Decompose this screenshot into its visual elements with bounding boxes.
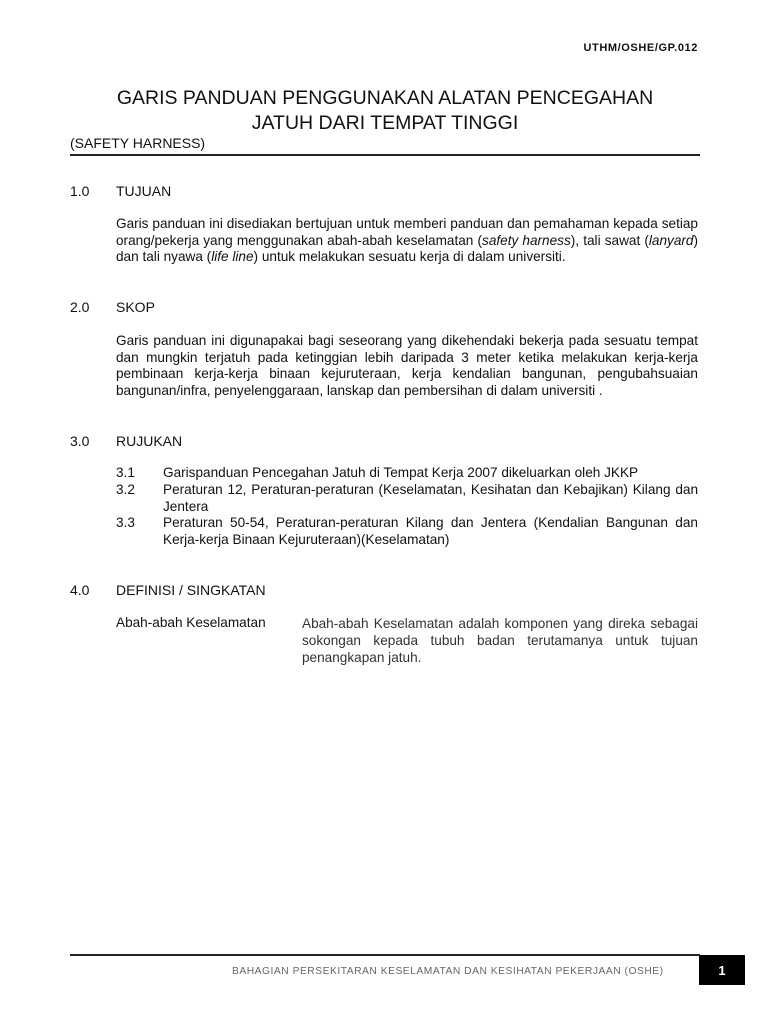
reference-number: 3.3 <box>116 515 135 530</box>
document-code: UTHM/OSHE/GP.012 <box>583 42 698 54</box>
page-number-badge: 1 <box>699 955 745 985</box>
definition-description: Abah-abah Keselamatan adalah komponen yang direka sebagai sokongan kepada tubuh badan terutamanya untuk tujuan penangkapan jatuh. <box>302 616 698 665</box>
term-life-line: life line <box>211 249 254 264</box>
section-1-paragraph <box>116 216 698 266</box>
paragraph-text: Garis panduan ini disediakan bertujuan untuk memberi panduan dan pemahaman kepada setiap orang/pekerja yang menggunakan abah-abah keselamatan ( <box>116 216 698 248</box>
section-2-paragraph: Garis panduan ini digunapakai bagi seseorang yang dikehendaki bekerja pada sesuatu tempat dan mungkin terjatuh pada ketinggian lebih daripada 3 meter ketika melakukan kerja-kerja pembinaan kerja-kerja binaan kejuruteraan, kerja kendalian bangunan, pengubahsuaian bangunan/infra, penyelenggaraan, lanskap dan pembersihan di dalam universiti . <box>116 333 698 398</box>
title-line-2: JATUH DARI TEMPAT TINGGI <box>251 112 519 134</box>
footer-department: BAHAGIAN PERSEKITARAN KESELAMATAN DAN KESIHATAN PEKERJAAN (OSHE) <box>232 966 664 977</box>
reference-number: 3.2 <box>116 482 135 497</box>
reference-item <box>116 515 698 548</box>
reference-item <box>116 465 698 482</box>
reference-item <box>116 482 698 515</box>
footer-divider <box>70 954 700 956</box>
section-number: 2.0 <box>70 299 90 315</box>
section-number: 3.0 <box>70 433 90 449</box>
section-number: 4.0 <box>70 582 90 598</box>
reference-number: 3.1 <box>116 465 135 480</box>
section-title: SKOP <box>116 299 155 315</box>
term-safety-harness: safety harness <box>482 232 571 248</box>
document-title <box>70 86 700 136</box>
section-2-heading <box>70 299 155 315</box>
section-3-heading <box>70 433 182 449</box>
section-title: RUJUKAN <box>116 433 183 449</box>
section-1-heading <box>70 183 171 199</box>
section-4-heading <box>70 582 266 598</box>
document-subtitle: (SAFETY HARNESS) <box>70 135 206 151</box>
paragraph-text: ), tali sawat ( <box>570 232 649 248</box>
section-number: 1.0 <box>70 183 90 199</box>
title-divider <box>70 154 700 156</box>
paragraph-text: ) untuk melakukan sesuatu kerja di dalam universiti. <box>253 249 566 264</box>
reference-text: Garispanduan Pencegahan Jatuh di Tempat Kerja 2007 dikeluarkan oleh JKKP <box>163 465 639 480</box>
title-line-1: GARIS PANDUAN PENGGUNAKAN ALATAN PENCEGAHAN <box>116 87 654 109</box>
definition-term: Abah-abah Keselamatan <box>116 615 266 630</box>
reference-text: Peraturan 50-54, Peraturan-peraturan Kilang dan Jentera (Kendalian Bangunan dan Kerja-kerja Binaan Kejuruteraan)(Keselamatan) <box>163 515 698 547</box>
paragraph-text: ) dan tali nyawa ( <box>116 232 699 264</box>
reference-text: Peraturan 12, Peraturan-peraturan (Keselamatan, Kesihatan dan Kebajikan) Kilang dan Jentera <box>163 482 698 514</box>
section-title: DEFINISI / SINGKATAN <box>116 582 266 598</box>
term-lanyard: lanyard <box>648 232 694 248</box>
section-title: TUJUAN <box>116 183 172 199</box>
